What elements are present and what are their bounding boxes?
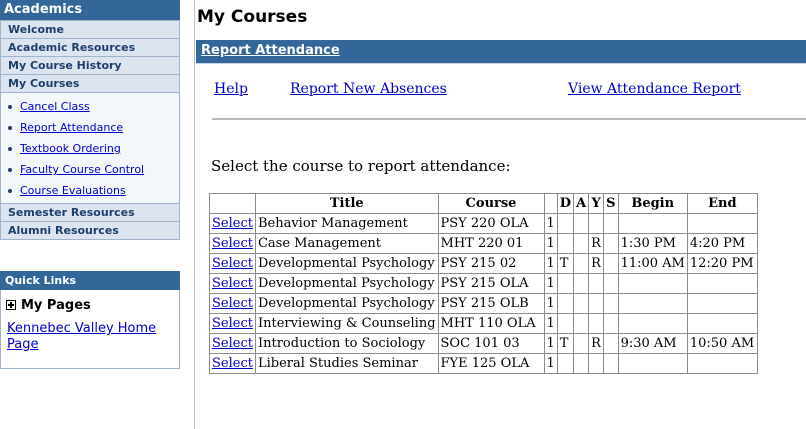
sidebar-item-course-history[interactable]: My Course History <box>1 56 179 74</box>
section-cell: 1 <box>544 214 557 234</box>
day-d-cell <box>557 314 573 334</box>
course-cell: PSY 215 OLB <box>438 294 544 314</box>
select-cell <box>210 354 256 374</box>
sidebar-item-my-courses[interactable]: My Courses <box>1 74 179 92</box>
end-cell: 12:20 PM <box>687 254 757 274</box>
day-d-cell: T <box>557 334 573 354</box>
day-s-cell <box>604 294 618 314</box>
header-begin: Begin <box>618 194 687 214</box>
day-s-cell <box>604 274 618 294</box>
sidebar-header: Academics <box>0 0 180 20</box>
select-link[interactable]: Select <box>212 316 253 331</box>
day-s-cell <box>604 254 618 274</box>
section-cell: 1 <box>544 334 557 354</box>
end-cell <box>687 214 757 234</box>
day-y-cell: R <box>589 334 604 354</box>
course-cell: PSY 215 02 <box>438 254 544 274</box>
sidebar-item-alumni-resources[interactable]: Alumni Resources <box>1 221 179 239</box>
select-link[interactable]: Select <box>212 296 253 311</box>
end-cell <box>687 314 757 334</box>
sidebar-item-academic-resources[interactable]: Academic Resources <box>1 38 179 56</box>
submenu-item-cancel-class <box>1 96 179 117</box>
sidebar-divider <box>194 0 195 429</box>
select-cell <box>210 274 256 294</box>
day-a-cell <box>574 214 589 234</box>
section-cell: 1 <box>544 274 557 294</box>
title-cell: Developmental Psychology <box>255 254 438 274</box>
day-y-cell <box>589 294 604 314</box>
day-y-cell: R <box>589 254 604 274</box>
kennebec-valley-home-link[interactable]: Kennebec Valley Home Page <box>7 321 157 352</box>
day-s-cell <box>604 234 618 254</box>
select-cell <box>210 334 256 354</box>
end-cell <box>687 294 757 314</box>
section-cell: 1 <box>544 294 557 314</box>
table-row <box>210 234 758 254</box>
faculty-course-control-link[interactable]: Faculty Course Control <box>20 163 145 176</box>
bullet-icon <box>8 189 12 193</box>
select-cell <box>210 314 256 334</box>
page-title: My Courses <box>197 7 308 27</box>
header-course: Course <box>438 194 544 214</box>
course-evaluations-link[interactable]: Course Evaluations <box>20 184 126 197</box>
title-cell: Developmental Psychology <box>255 274 438 294</box>
table-row <box>210 294 758 314</box>
select-link[interactable]: Select <box>212 236 253 251</box>
report-new-absences-link[interactable]: Report New Absences <box>290 81 447 97</box>
table-row <box>210 274 758 294</box>
day-s-cell <box>604 314 618 334</box>
begin-cell <box>618 314 687 334</box>
day-y-cell: R <box>589 234 604 254</box>
header-select <box>210 194 256 214</box>
table-row <box>210 214 758 234</box>
table-header-row <box>210 194 758 214</box>
begin-cell: 11:00 AM <box>618 254 687 274</box>
sidebar-item-semester-resources[interactable]: Semester Resources <box>1 203 179 221</box>
begin-cell <box>618 354 687 374</box>
day-y-cell <box>589 354 604 374</box>
day-a-cell <box>574 254 589 274</box>
quick-links-panel <box>0 290 180 369</box>
day-d-cell: T <box>557 254 573 274</box>
day-a-cell <box>574 234 589 254</box>
my-pages-toggle[interactable] <box>6 298 91 313</box>
end-cell: 4:20 PM <box>687 234 757 254</box>
select-link[interactable]: Select <box>212 216 253 231</box>
panel-rule <box>196 63 806 64</box>
report-attendance-link[interactable]: Report Attendance <box>20 121 124 134</box>
day-y-cell <box>589 274 604 294</box>
course-cell: FYE 125 OLA <box>438 354 544 374</box>
section-cell: 1 <box>544 234 557 254</box>
course-cell: MHT 110 OLA <box>438 314 544 334</box>
report-attendance-title-link[interactable]: Report Attendance <box>201 43 340 58</box>
select-course-prompt: Select the course to report attendance: <box>211 157 511 175</box>
begin-cell: 1:30 PM <box>618 234 687 254</box>
day-a-cell <box>574 274 589 294</box>
header-a: A <box>574 194 589 214</box>
day-d-cell <box>557 274 573 294</box>
day-a-cell <box>574 314 589 334</box>
select-link[interactable]: Select <box>212 356 253 371</box>
header-end: End <box>687 194 757 214</box>
header-section <box>544 194 557 214</box>
select-link[interactable]: Select <box>212 256 253 271</box>
title-cell: Developmental Psychology <box>255 294 438 314</box>
begin-cell <box>618 274 687 294</box>
title-cell: Introduction to Sociology <box>255 334 438 354</box>
title-cell: Case Management <box>255 234 438 254</box>
quick-links-header: Quick Links <box>0 271 180 290</box>
course-cell: PSY 220 OLA <box>438 214 544 234</box>
select-cell <box>210 294 256 314</box>
bullet-icon <box>8 105 12 109</box>
view-attendance-report-link[interactable]: View Attendance Report <box>568 81 741 97</box>
header-y: Y <box>589 194 604 214</box>
title-cell: Behavior Management <box>255 214 438 234</box>
begin-cell: 9:30 AM <box>618 334 687 354</box>
day-s-cell <box>604 334 618 354</box>
begin-cell <box>618 294 687 314</box>
day-d-cell <box>557 294 573 314</box>
end-cell <box>687 354 757 374</box>
select-cell <box>210 214 256 234</box>
submenu-item-report-attendance <box>1 117 179 138</box>
day-a-cell <box>574 354 589 374</box>
day-a-cell <box>574 294 589 314</box>
day-a-cell <box>574 334 589 354</box>
course-cell: SOC 101 03 <box>438 334 544 354</box>
course-cell: MHT 220 01 <box>438 234 544 254</box>
divider <box>212 118 806 120</box>
header-d: D <box>557 194 573 214</box>
day-y-cell <box>589 214 604 234</box>
help-link[interactable]: Help <box>214 81 248 97</box>
title-cell: Liberal Studies Seminar <box>255 354 438 374</box>
day-d-cell <box>557 214 573 234</box>
sidebar-item-welcome[interactable]: Welcome <box>1 20 179 38</box>
panel-header <box>196 40 806 63</box>
expand-plus-icon[interactable] <box>6 300 16 310</box>
cancel-class-link[interactable]: Cancel Class <box>20 100 90 113</box>
title-cell: Interviewing & Counseling <box>255 314 438 334</box>
section-cell: 1 <box>544 354 557 374</box>
my-pages-label: My Pages <box>21 298 91 313</box>
day-s-cell <box>604 354 618 374</box>
header-s: S <box>604 194 618 214</box>
table-row <box>210 314 758 334</box>
day-d-cell <box>557 234 573 254</box>
textbook-ordering-link[interactable]: Textbook Ordering <box>20 142 121 155</box>
submenu-item-textbook-ordering <box>1 138 179 159</box>
day-y-cell <box>589 314 604 334</box>
select-link[interactable]: Select <box>212 336 253 351</box>
submenu-item-faculty-course-control <box>1 159 179 180</box>
sidebar <box>0 0 180 429</box>
my-courses-submenu <box>1 92 179 203</box>
select-cell <box>210 254 256 274</box>
begin-cell <box>618 214 687 234</box>
section-cell: 1 <box>544 314 557 334</box>
end-cell: 10:50 AM <box>687 334 757 354</box>
sidebar-nav <box>0 20 180 240</box>
table-row <box>210 334 758 354</box>
select-cell <box>210 234 256 254</box>
day-d-cell <box>557 354 573 374</box>
table-row <box>210 354 758 374</box>
submenu-item-course-evaluations <box>1 180 179 201</box>
bullet-icon <box>8 147 12 151</box>
table-row <box>210 254 758 274</box>
select-link[interactable]: Select <box>212 276 253 291</box>
bullet-icon <box>8 126 12 130</box>
section-cell: 1 <box>544 254 557 274</box>
bullet-icon <box>8 168 12 172</box>
course-cell: PSY 215 OLA <box>438 274 544 294</box>
day-s-cell <box>604 214 618 234</box>
end-cell <box>687 274 757 294</box>
header-title: Title <box>255 194 438 214</box>
courses-table <box>209 193 758 374</box>
